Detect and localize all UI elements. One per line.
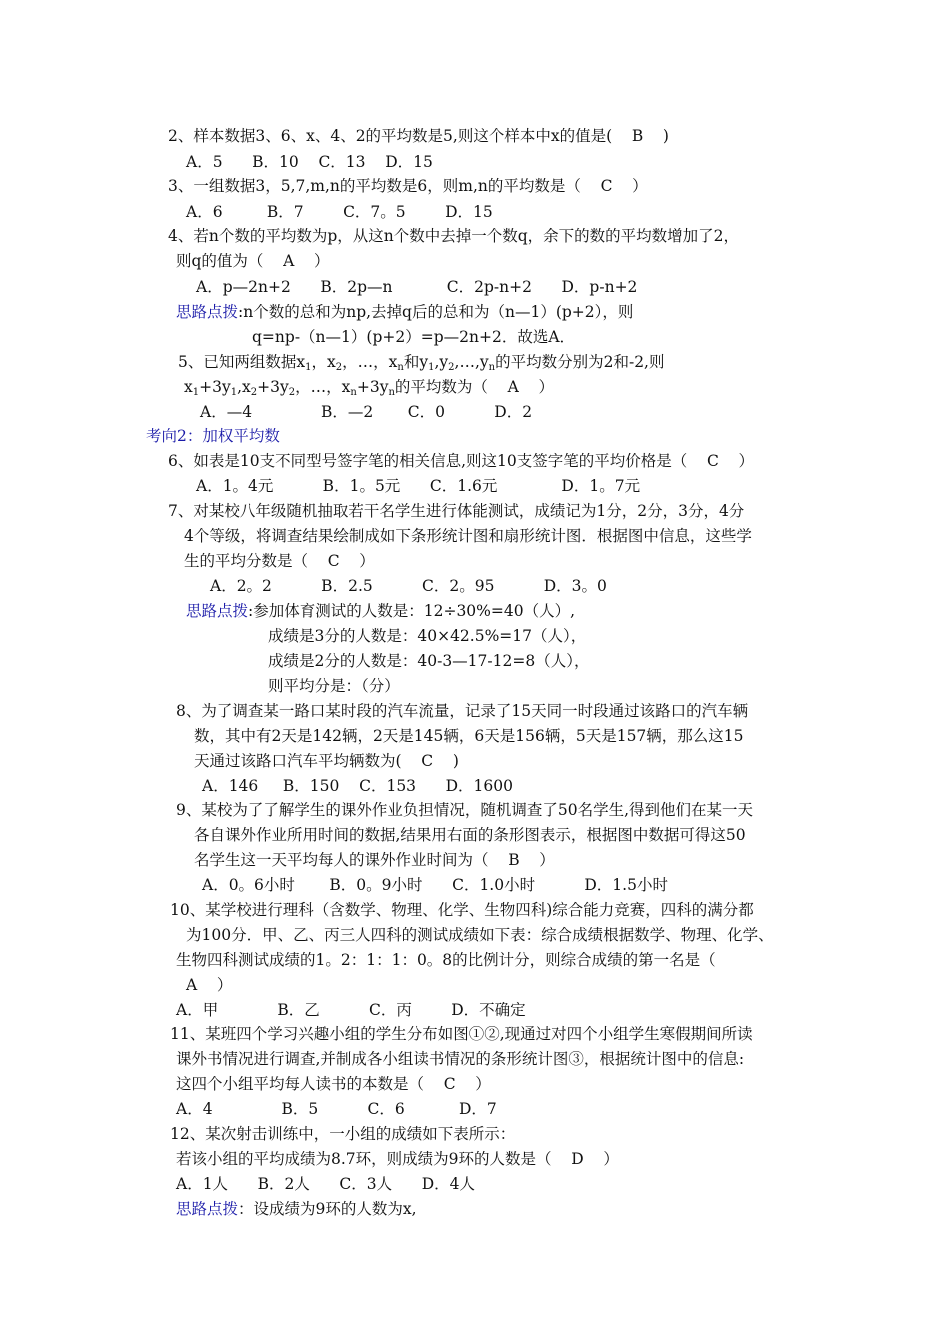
subscript: 2 (250, 387, 258, 398)
q5-text: +3y (199, 378, 231, 396)
q5-text: ,…,y (454, 353, 489, 371)
q5-text: ,x (237, 378, 251, 396)
hint-text: ：设成绩为9环的人数为x, (238, 1200, 417, 1218)
q8-options: A．146 B．150 C．153 D．1600 (202, 777, 513, 795)
q5-text: 的平均数为（ A ） (394, 378, 555, 396)
q7-stem-line2: 4个等级，将调查结果绘制成如下条形统计图和扇形统计图．根据图中信息，这些学 (184, 527, 752, 545)
subscript: n (397, 362, 404, 373)
q3-options: A．6 B．7 C．7。5 D．15 (186, 203, 493, 221)
q7-hint-line3: 成绩是2分的人数是：40-3—17-12=8（人）， (268, 652, 590, 670)
q9-stem-line1: 9、某校为了了解学生的课外作业负担情况，随机调查了50名学生,得到他们在某一天 (176, 801, 754, 819)
q5-text: ,y (434, 353, 449, 371)
q6-options: A．1。4元 B．1。5元 C．1.6元 D．1。7元 (196, 477, 641, 495)
q8-stem-line2: 数，其中有2天是142辆，2天是145辆，6天是156辆，5天是157辆，那么这15 (194, 727, 744, 745)
q4-stem-line1: 4、若n个数的平均数为p，从这n个数中去掉一个数q，余下的数的平均数增加了2， (168, 227, 740, 245)
hint-text: :n个数的总和为np,去掉q后的总和为（n—1）(p+2），则 (238, 303, 634, 321)
q12-hint (176, 1199, 417, 1219)
q11-options: A．4 B．5 C．6 D．7 (176, 1100, 497, 1118)
q4-hint (176, 302, 633, 322)
q5-stem-line2 (184, 377, 554, 397)
q5-text: 5、已知两组数据x (178, 353, 306, 371)
q4-hint-line2: q=np-（n—1）(p+2）=p—2n+2．故选A． (252, 328, 576, 346)
q9-stem-line2: 各自课外作业所用时间的数据,结果用右面的条形图表示，根据图中数据可得这50 (194, 826, 746, 844)
hint-text: :参加体育测试的人数是：12÷30%=40（人）, (248, 602, 576, 620)
q5-text: +3y (356, 378, 389, 396)
hint-label: 思路点拨 (176, 1200, 239, 1218)
subscript: 2 (448, 362, 455, 373)
q5-text: 和y (403, 353, 429, 371)
q4-options: A．p—2n+2 B．2p—n C．2p-n+2 D．p-n+2 (196, 278, 638, 296)
subscript: n (388, 387, 395, 398)
q10-stem-line3: 生物四科测试成绩的1。2：1：1：0。8的比例计分，则综合成绩的第一名是（ (176, 951, 716, 969)
hint-label: 思路点拨 (186, 602, 249, 620)
subscript: 1 (230, 387, 238, 398)
q5-options: A．—4 B．—2 C．0 D．2 (200, 403, 533, 421)
subscript: n (488, 362, 496, 373)
hint-label: 思路点拨 (176, 303, 239, 321)
q10-options: A．甲 B．乙 C．丙 D．不确定 (176, 1001, 526, 1019)
q5-text: ，x (311, 353, 336, 371)
q5-text: ，…，x (295, 378, 351, 396)
q4-stem-line2: 则q的值为（ A ） (176, 252, 330, 270)
q3-stem: 3、一组数据3，5,7,m,n的平均数是6，则m,n的平均数是（ C ） (168, 177, 648, 195)
q5-text: x (184, 378, 193, 396)
section-heading: 考向2：加权平均数 (146, 427, 280, 445)
q7-stem-line1: 7、对某校八年级随机抽取若干名学生进行体能测试，成绩记为1分，2分，3分，4分 (168, 502, 745, 520)
subscript: 2 (288, 387, 296, 398)
q12-stem-line1: 12、某次射击训练中，一小组的成绩如下表所示： (170, 1125, 516, 1143)
q7-stem-line3: 生的平均分数是（ C ） (184, 552, 375, 570)
q12-stem-line2: 若该小组的平均成绩为8.7环，则成绩为9环的人数是（ D ） (176, 1150, 619, 1168)
q11-stem-line2: 课外书情况进行调查,并制成各小组读书情况的条形统计图③，根据统计图中的信息: (176, 1050, 745, 1068)
q5-text: +3y (257, 378, 289, 396)
q11-stem-line3: 这四个小组平均每人读书的本数是（ C ） (176, 1075, 491, 1093)
q9-stem-line3: 名学生这一天平均每人的课外作业时间为（ B ） (194, 851, 555, 869)
q12-options: A．1人 B．2人 C．3人 D．4人 (176, 1175, 476, 1193)
q10-stem-line1: 10、某学校进行理科（含数学、物理、化学、生物四科)综合能力竞赛，四科的满分都 (170, 901, 754, 919)
q9-options: A．0。6小时 B．0。9小时 C．1.0小时 D．1.5小时 (202, 876, 668, 894)
subscript: 1 (192, 387, 200, 398)
q2-options: A．5 B．10 C．13 D．15 (186, 153, 433, 171)
q8-stem-line1: 8、为了调查某一路口某时段的汽车流量，记录了15天同一时段通过该路口的汽车辆 (176, 702, 749, 720)
subscript: 1 (428, 362, 435, 373)
q5-text: ，…，x (342, 353, 398, 371)
q6-stem: 6、如表是10支不同型号签字笔的相关信息,则这10支签字笔的平均价格是（ C ） (168, 452, 755, 470)
q2-stem: 2、样本数据3、6、x、4、2的平均数是5,则这个样本中x的值是( B ) (168, 127, 669, 145)
q10-stem-line4: A ） (186, 976, 233, 994)
q7-hint-line2: 成绩是3分的人数是：40×42.5%=17（人）， (268, 627, 587, 645)
q10-stem-line2: 为100分．甲、乙、丙三人四科的测试成绩如下表：综合成绩根据数学、物理、化学、 (186, 926, 774, 944)
q8-stem-line3: 天通过该路口汽车平均辆数为( C ) (194, 752, 459, 770)
subscript: n (350, 387, 357, 398)
subscript: 2 (335, 362, 343, 373)
q5-stem-line1 (178, 352, 664, 372)
q7-hint-line4: 则平均分是：（分） (268, 677, 400, 695)
q5-text: 的平均数分别为2和-2,则 (495, 353, 665, 371)
q11-stem-line1: 11、某班四个学习兴趣小组的学生分布如图①②,现通过对四个小组学生寒假期间所读 (170, 1025, 753, 1043)
q7-hint (186, 601, 575, 621)
q7-options: A．2。2 B．2.5 C．2。95 D．3。0 (210, 577, 607, 595)
subscript: 1 (305, 362, 312, 373)
